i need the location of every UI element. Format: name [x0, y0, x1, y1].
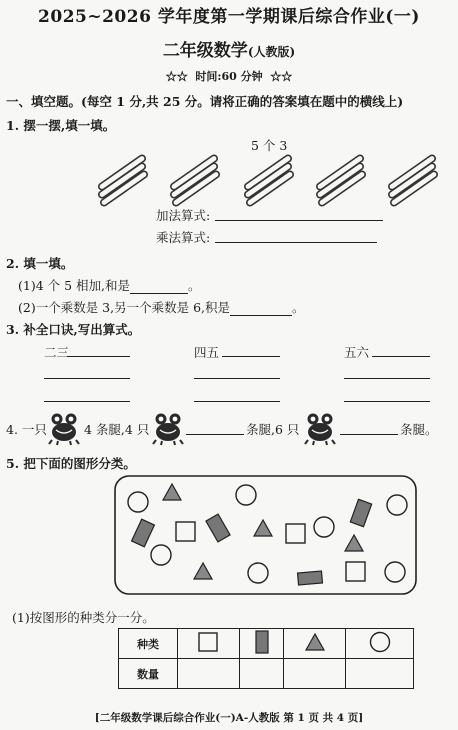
q3-item1: 二三 [44, 345, 70, 360]
time-label: 时间:60 分钟 [195, 70, 263, 83]
square-shape [346, 562, 365, 581]
section-heading: 一、填空题。(每空 1 分,共 25 分。请将正确的答案填在题中的横线上) [6, 94, 404, 109]
triangle-icon [305, 633, 325, 651]
kind-header: 种类 [119, 629, 178, 659]
q3-item2: 四五 [194, 345, 220, 360]
addition-label: 加法算式: [156, 208, 211, 223]
rectangle-icon [255, 630, 269, 654]
q4-text4: 条腿。 [400, 422, 438, 437]
square-shape [176, 522, 195, 541]
q3-label: 3. 补全口诀,写出算式。 [6, 322, 141, 337]
q2-item2-text: (2)一个乘数是 3,另一个乘数是 6,积是 [18, 300, 231, 315]
triangle-cell [284, 629, 346, 659]
q3-item3: 五六 [344, 345, 370, 360]
triangle-shape [194, 563, 212, 579]
square-icon [198, 632, 218, 652]
q2-item2-end: 。 [292, 300, 305, 315]
q2-item1-text: (1)4 个 5 相加,和是 [18, 278, 131, 293]
circle-shape [128, 492, 148, 512]
rectangle-shape [298, 571, 323, 585]
edition-label: (人教版) [247, 45, 296, 59]
count-cell[interactable] [178, 659, 240, 689]
circle-shape [387, 495, 407, 515]
circle-shape [248, 563, 268, 583]
page-title: 2025~2026 学年度第一学期课后综合作业(一) [38, 7, 420, 27]
count-cell[interactable] [346, 659, 414, 689]
multiplication-label: 乘法算式: [156, 230, 211, 245]
rectangle-shape [350, 499, 371, 526]
rectangle-shape [132, 519, 155, 547]
rectangle-cell [239, 629, 283, 659]
circle-icon [369, 631, 391, 653]
circle-shape [314, 517, 334, 537]
q2-label: 2. 填一填。 [6, 256, 74, 271]
count-cell[interactable] [239, 659, 283, 689]
page-footer: [二年级数学课后综合作业(一)A-人教版 第 1 页 共 4 页] [94, 712, 364, 724]
q2-item1-end: 。 [188, 278, 201, 293]
count-cell[interactable] [284, 659, 346, 689]
q4-text2: 4 条腿,4 只 [84, 422, 150, 437]
circle-shape [385, 562, 405, 582]
subject-name: 二年级数学 [162, 41, 248, 61]
star-icon: ☆☆ [270, 70, 293, 83]
triangle-shape [163, 484, 181, 500]
q5-sub1: (1)按图形的种类分一分。 [12, 610, 155, 625]
q4-text1: 4. 一只 [6, 422, 47, 437]
circle-shape [151, 545, 171, 565]
q1-caption: 5 个 3 [251, 138, 288, 153]
q5-label: 5. 把下面的图形分类。 [6, 456, 136, 471]
star-icon: ☆☆ [165, 70, 188, 83]
circle-cell [346, 629, 414, 659]
triangle-shape [345, 535, 363, 551]
count-header: 数量 [119, 659, 178, 689]
q4-text3: 条腿,6 只 [246, 422, 300, 437]
triangle-shape [254, 520, 272, 536]
square-cell [178, 629, 240, 659]
table-row [119, 629, 414, 659]
circle-shape [236, 485, 256, 505]
rectangle-shape [206, 514, 230, 542]
classification-table [118, 628, 414, 689]
q1-label: 1. 摆一摆,填一填。 [6, 118, 116, 133]
square-shape [286, 524, 305, 543]
table-row [119, 659, 414, 689]
